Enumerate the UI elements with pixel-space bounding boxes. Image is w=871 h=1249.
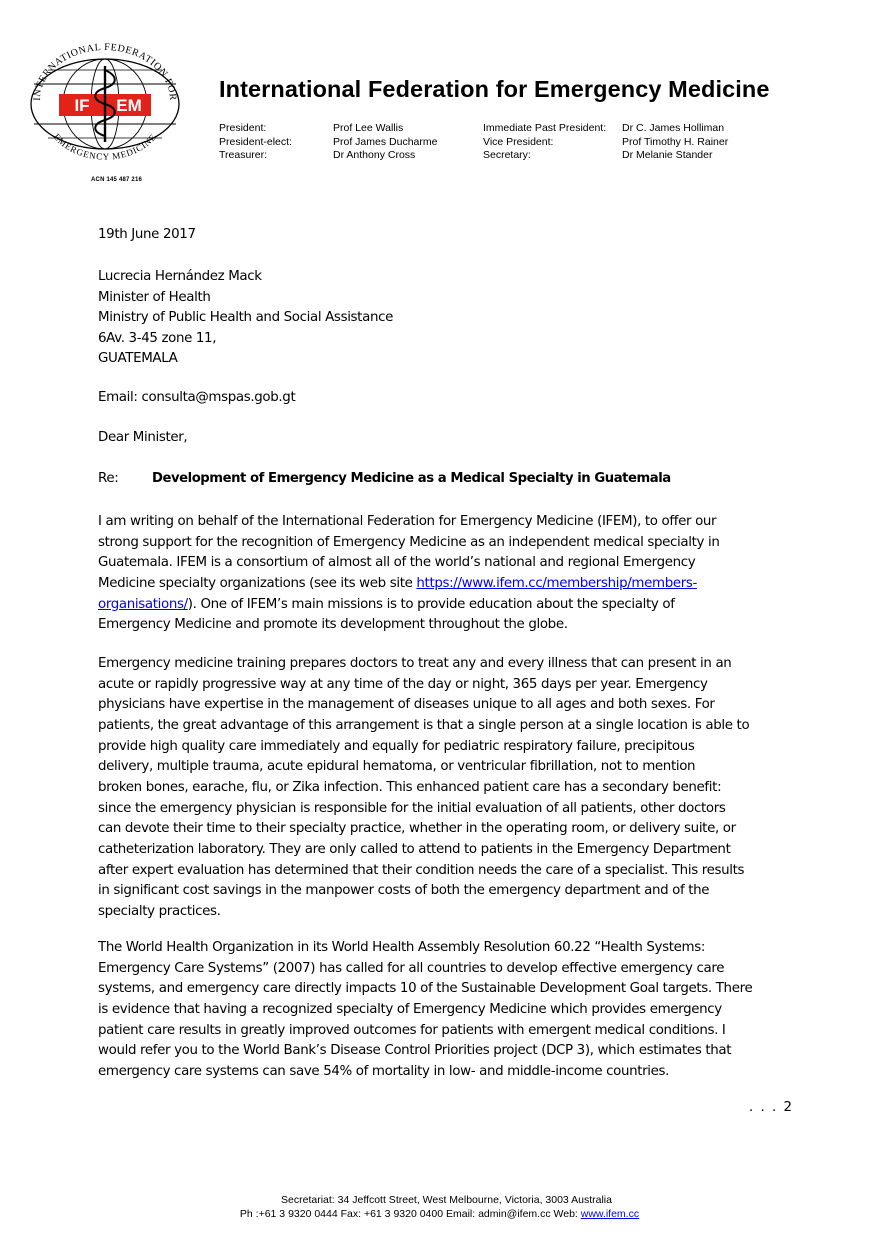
officer-role: Vice President:	[483, 135, 554, 148]
officer-names-left	[333, 122, 437, 163]
svg-text:EM: EM	[116, 96, 142, 115]
paragraph-line: Emergency medicine training prepares doctors to treat any and every illness that can present in an	[98, 656, 732, 671]
officer-role: Treasurer:	[219, 149, 268, 161]
paragraph-line: after expert evaluation has determined that their condition needs the care of a specialist. This results	[98, 862, 745, 878]
paragraph-text: Medicine specialty organizations (see its web site	[98, 575, 417, 591]
ifem-logo	[24, 38, 186, 170]
address-line: Lucrecia Hernández Mack	[98, 269, 262, 284]
officer-name: Prof James Ducharme	[333, 135, 438, 148]
officer-name: Dr C. James Holliman	[622, 122, 725, 134]
acn-number: ACN 145 487 216	[91, 177, 143, 183]
paragraph-line: emergency care systems can save 54% of mortality in low- and middle-income countries.	[98, 1063, 670, 1079]
paragraph-1	[98, 512, 798, 636]
organization-title: International Federation for Emergency Medicine	[219, 76, 770, 102]
paragraph-line: catheterization laboratory. They are only called to attend to patients in the Emergency Department	[98, 841, 731, 857]
re-subject: Development of Emergency Medicine as a Medical Specialty in Guatemala	[152, 471, 671, 486]
paragraph-line: patients, the great advantage of this arrangement is that a single person at a single location is able to	[98, 717, 750, 733]
page-continuation-marker: . . . 2	[749, 1100, 794, 1115]
paragraph-line: strong support for the recognition of Emergency Medicine as an independent medical specialty in	[98, 534, 720, 550]
paragraph-line: physicians have expertise in the management of diseases unique to all ages and both sexes. For	[98, 697, 715, 713]
members-organisations-link[interactable]: https://www.ifem.cc/membership/members-	[416, 575, 697, 591]
paragraph-line: provide high quality care immediately and equally for pediatric respiratory failure, precipitous	[98, 738, 695, 754]
paragraph-line: can devote their time to their specialty practice, whether in the operating room, or delivery suite, or	[98, 821, 736, 837]
paragraph-line: patient care results in greatly improved outcomes for patients with emergent medical conditions. I	[98, 1022, 726, 1038]
address-line: Ministry of Public Health and Social Assistance	[98, 310, 393, 326]
officer-roles-right	[483, 122, 606, 163]
paragraph-line: systems, and emergency care directly impacts 10 of the Sustainable Development Goal targets. There	[98, 981, 753, 997]
officer-name: Dr Anthony Cross	[333, 149, 416, 161]
paragraph-line: in significant cost savings in the manpower costs of both the emergency department and of the	[98, 883, 710, 899]
paragraph-line: delivery, multiple trauma, acute epidural hematoma, or ventricular fibrillation, not to mention	[98, 759, 696, 775]
letter-date: 19th June 2017	[98, 227, 196, 242]
recipient-address	[98, 267, 393, 370]
svg-text:INTERNATIONAL FEDERATION FOR: INTERNATIONAL FEDERATION FOR	[31, 41, 179, 102]
footer-web-link[interactable]: www.ifem.cc	[580, 1208, 640, 1220]
paragraph-line: I am writing on behalf of the International Federation for Emergency Medicine (IFEM), to offer our	[98, 514, 717, 529]
paragraph-2	[98, 654, 798, 923]
paragraph-line: Guatemala. IFEM is a consortium of almost all of the world’s national and regional Emergency	[98, 555, 696, 571]
address-line: 6Av. 3-45 zone 11,	[98, 330, 217, 346]
svg-text:EMERGENCY MEDICINE: EMERGENCY MEDICINE	[51, 131, 159, 162]
address-line: GUATEMALA	[98, 351, 178, 367]
officer-name: Prof Lee Wallis	[333, 122, 404, 134]
officer-roles-left	[219, 122, 292, 163]
footer-address: Secretariat: 34 Jeffcott Street, West Melbourne, Victoria, 3003 Australia	[281, 1194, 612, 1206]
paragraph-3	[98, 938, 798, 1083]
officer-name: Prof Timothy H. Rainer	[622, 135, 729, 148]
paragraph-text: ). One of IFEM’s main missions is to provide education about the specialty of	[187, 596, 675, 612]
paragraph-line: is evidence that having a recognized specialty of Emergency Medicine which provides emergency	[98, 1001, 722, 1017]
paragraph-line: would refer you to the World Bank’s Disease Control Priorities project (DCP 3), which estimates that	[98, 1043, 732, 1059]
svg-text:IF: IF	[74, 96, 90, 115]
officer-role: President-elect:	[219, 135, 292, 148]
paragraph-line	[98, 595, 798, 616]
paragraph-line: Emergency Medicine and promote its development throughout the globe.	[98, 617, 568, 633]
paragraph-line: Emergency Care Systems” (2007) has called for all countries to develop effective emergency care	[98, 960, 725, 976]
salutation: Dear Minister,	[98, 430, 188, 445]
paragraph-line: The World Health Organization in its World Health Assembly Resolution 60.22 “Health Systems:	[98, 940, 705, 955]
recipient-email: Email: consulta@mspas.gob.gt	[98, 390, 296, 405]
officer-role: Secretary:	[483, 149, 531, 161]
paragraph-line: since the emergency physician is responsible for the initial evaluation of all patients, other doctors	[98, 800, 726, 816]
officer-name: Dr Melanie Stander	[622, 149, 713, 161]
footer-contact-text: Ph :+61 3 9320 0444 Fax: +61 3 9320 0400 Email: admin@ifem.cc Web:	[239, 1208, 581, 1220]
address-line: Minister of Health	[98, 289, 211, 305]
paragraph-line: specialty practices.	[98, 903, 221, 919]
paragraph-line: broken bones, earache, flu, or Zika infection. This enhanced patient care has a secondary benefit:	[98, 779, 722, 795]
officer-role: Immediate Past President:	[483, 122, 607, 134]
officer-names-right	[622, 122, 728, 163]
paragraph-line: acute or rapidly progressive way at any time of the day or night, 365 days per year. Emergency	[98, 676, 708, 692]
paragraph-line	[98, 574, 798, 595]
footer-contacts	[0, 1207, 871, 1221]
members-organisations-link-continued[interactable]: organisations/	[98, 596, 188, 612]
re-label: Re:	[98, 471, 119, 486]
officer-role: President:	[219, 122, 267, 134]
